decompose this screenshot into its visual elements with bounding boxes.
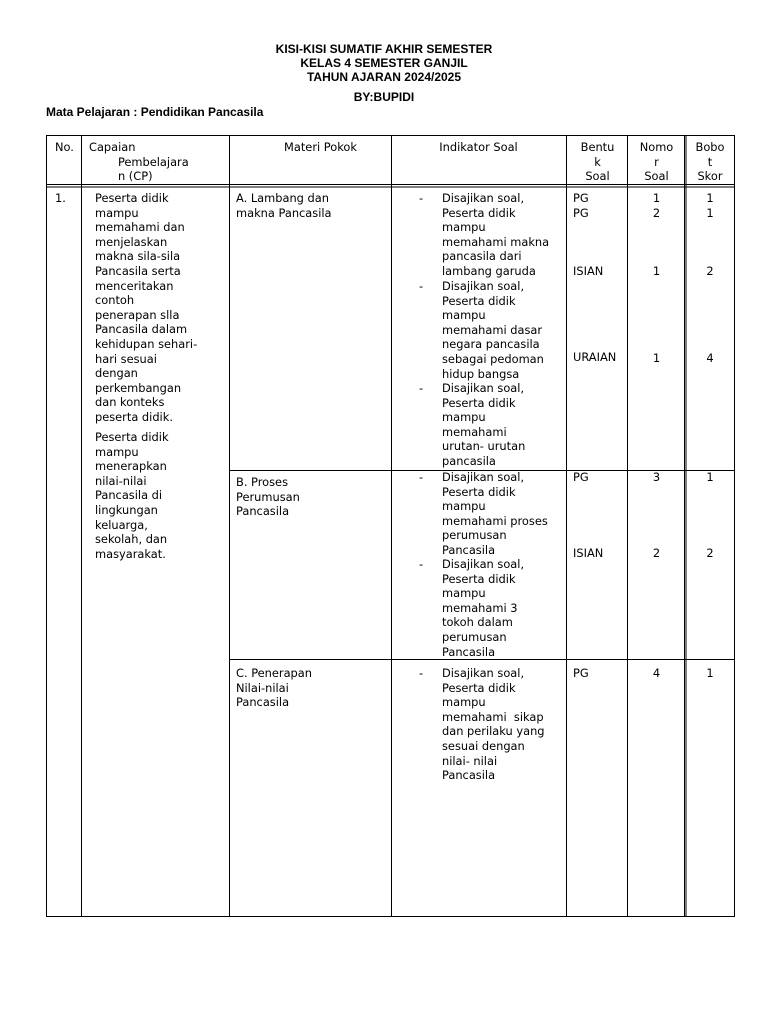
bobot-b2: 2 [706,546,714,560]
cp-text-1: Peserta didik mampu memahami dan menjelaskan makna sila-sila Pancasila serta menceritakan contoh penerapan slla Pancasila dalam kehidupan sehari- hari sesuai dengan perkembangan dan konteks peserta didik. [95,191,198,424]
materi-title-b: B. Proses Perumusan Pancasila [236,475,300,519]
bobot-a1: 1 [706,191,714,205]
col-header-cp: Capaian Pembelajara n (CP) [89,140,189,184]
bobot-a4: 4 [706,351,714,365]
bobot-a3: 2 [706,264,714,278]
indicator-b1: Disajikan soal, Peserta didik mampu memahami proses perumusan Pancasila [442,470,548,557]
col-header-materi: Materi Pokok [284,140,357,154]
bentuk-b2: ISIAN [573,546,604,560]
col-header-nomor: Nomo r Soal [639,140,674,184]
bobot-a2: 1 [706,206,714,220]
col-header-indikator: Indikator Soal [439,140,518,154]
nomor-a2: 2 [652,206,661,220]
indicator-bullet: - [419,191,424,205]
col-header-no: No. [55,140,74,154]
row-number: 1. [55,191,66,205]
bentuk-a3: ISIAN [573,264,604,278]
indicator-bullet: - [419,666,424,680]
col-header-bentuk: Bentu k Soal [580,140,615,184]
nomor-a3: 1 [652,264,661,278]
nomor-b2: 2 [652,546,661,560]
bobot-c1: 1 [706,666,714,680]
nomor-a1: 1 [652,191,661,205]
materi-title-c: C. Penerapan Nilai-nilai Pancasila [236,666,312,710]
bobot-b1: 1 [706,470,714,484]
subject-label: Mata Pelajaran : Pendidikan Pancasila [46,105,264,119]
doc-title: KISI-KISI SUMATIF AKHIR SEMESTER [275,42,493,56]
bentuk-a4: URAIAN [573,350,617,364]
indicator-a2: Disajikan soal, Peserta didik mampu memahami dasar negara pancasila sebagai pedoman hidup bangsa [442,279,544,381]
nomor-a4: 1 [652,351,661,365]
cp-text-2: Peserta didik mampu menerapkan nilai-nilai Pancasila di lingkungan keluarga, sekolah, dan masyarakat. [95,430,169,561]
nomor-c1: 4 [652,666,661,680]
bentuk-a1: PG [573,191,589,205]
bentuk-b1: PG [573,470,589,484]
indicator-bullet: - [419,470,424,484]
doc-author: BY:BUPIDI [353,90,415,104]
nomor-b1: 3 [652,470,661,484]
doc-year: TAHUN AJARAN 2024/2025 [306,70,462,84]
indicator-a3: Disajikan soal, Peserta didik mampu memahami urutan- urutan pancasila [442,381,526,468]
indicator-a1: Disajikan soal, Peserta didik mampu memahami makna pancasila dari lambang garuda [442,191,550,278]
indicator-bullet: - [419,557,424,571]
indicator-bullet: - [419,279,424,293]
indicator-bullet: - [419,381,424,395]
col-header-bobot: Bobo t Skor [695,140,725,184]
bentuk-c1: PG [573,666,589,680]
indicator-c1: Disajikan soal, Peserta didik mampu memahami sikap dan perilaku yang sesuai dengan nilai- nilai Pancasila [442,666,545,783]
doc-class: KELAS 4 SEMESTER GANJIL [300,56,468,70]
indicator-b2: Disajikan soal, Peserta didik mampu memahami 3 tokoh dalam perumusan Pancasila [442,557,525,659]
bentuk-a2: PG [573,206,589,220]
materi-title-a: A. Lambang dan makna Pancasila [236,191,332,220]
